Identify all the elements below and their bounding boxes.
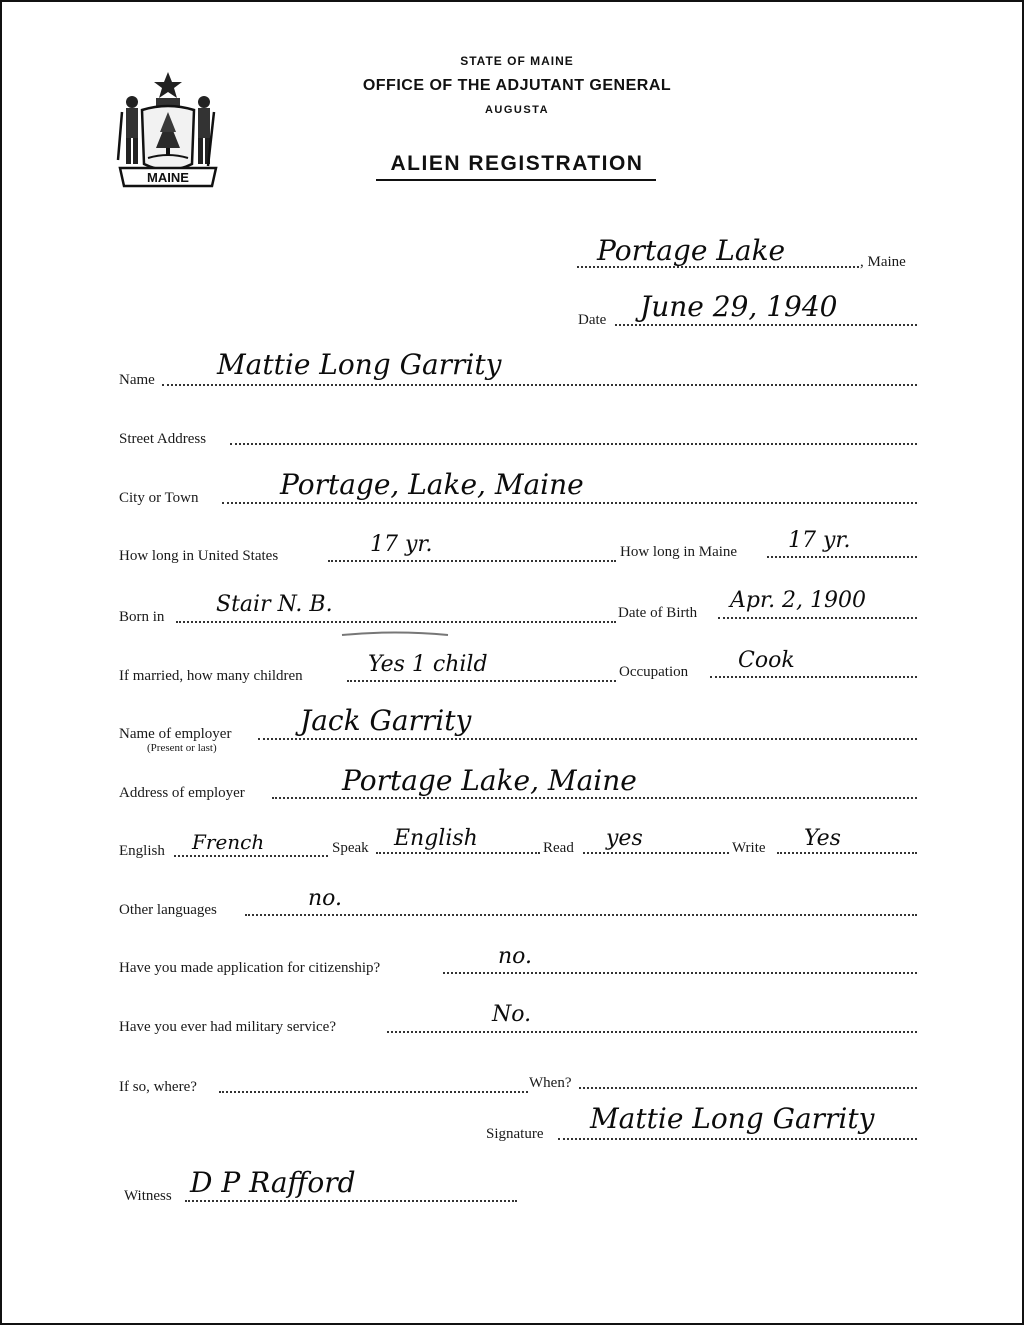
write-label: Write	[732, 840, 766, 856]
married-children-label: If married, how many children	[119, 668, 303, 684]
where-label: If so, where?	[119, 1079, 197, 1095]
born-in-value: Stair N. B.	[216, 592, 333, 617]
read-line	[583, 852, 729, 854]
pencil-stroke-mark	[340, 630, 450, 638]
header-city: AUGUSTA	[484, 104, 550, 116]
how-long-maine-label: How long in Maine	[620, 544, 738, 560]
where-line	[219, 1091, 528, 1093]
citizenship-label: Have you made application for citizenship?	[119, 960, 381, 976]
form-title: ALIEN REGISTRATION	[390, 152, 644, 175]
street-address-line	[230, 443, 917, 445]
employer-address-value: Portage Lake, Maine	[342, 764, 637, 797]
citizenship-value: no.	[498, 944, 533, 969]
other-languages-line	[245, 914, 917, 916]
when-label: When?	[529, 1075, 572, 1091]
read-label: Read	[543, 840, 574, 856]
read-value: yes	[606, 826, 643, 851]
place-value: Portage Lake	[597, 234, 786, 267]
occupation-line	[710, 676, 917, 678]
name-label: Name	[119, 372, 155, 388]
name-value: Mattie Long Garrity	[217, 348, 502, 381]
occupation-value: Cook	[738, 648, 795, 673]
how-long-us-label: How long in United States	[119, 548, 279, 564]
english-label: English	[119, 843, 165, 859]
speak-value: English	[394, 826, 478, 851]
married-children-line	[347, 680, 616, 682]
married-children-value: Yes 1 child	[368, 652, 488, 677]
witness-value: D P Rafford	[190, 1166, 356, 1199]
witness-label: Witness	[124, 1188, 172, 1204]
place-label: , Maine	[860, 254, 906, 270]
date-line	[615, 324, 917, 326]
english-value: French	[192, 830, 265, 854]
employer-name-sublabel: (Present or last)	[147, 742, 217, 754]
date-of-birth-value: Apr. 2, 1900	[730, 588, 867, 613]
date-value: June 29, 1940	[640, 290, 838, 323]
city-line	[222, 502, 917, 504]
signature-line	[558, 1138, 917, 1140]
city-value: Portage, Lake, Maine	[280, 468, 584, 501]
how-long-us-line	[328, 560, 616, 562]
employer-name-label: Name of employer	[119, 726, 232, 742]
how-long-maine-value: 17 yr.	[788, 528, 851, 553]
employer-address-line	[272, 797, 917, 799]
born-in-label: Born in	[119, 609, 165, 625]
date-label: Date	[578, 312, 607, 328]
city-label: City or Town	[119, 490, 199, 506]
maine-state-seal-icon	[112, 68, 224, 192]
header-office: OFFICE OF THE ADJUTANT GENERAL	[362, 77, 672, 94]
write-value: Yes	[804, 826, 841, 851]
seal-banner-text: MAINE	[147, 170, 189, 185]
date-of-birth-label: Date of Birth	[618, 605, 698, 621]
how-long-us-value: 17 yr.	[370, 532, 433, 557]
signature-label: Signature	[486, 1126, 544, 1142]
write-line	[777, 852, 917, 854]
header-state: STATE OF MAINE	[460, 54, 574, 68]
employer-name-value: Jack Garrity	[300, 704, 472, 737]
military-label: Have you ever had military service?	[119, 1019, 336, 1035]
occupation-label: Occupation	[619, 664, 689, 680]
employer-address-label: Address of employer	[119, 785, 245, 801]
title-underline	[376, 179, 656, 181]
date-of-birth-line	[718, 617, 917, 619]
other-languages-label: Other languages	[119, 902, 217, 918]
military-line	[387, 1031, 917, 1033]
how-long-maine-line	[767, 556, 917, 558]
speak-line	[376, 852, 540, 854]
employer-name-line	[258, 738, 917, 740]
citizenship-line	[443, 972, 917, 974]
name-line	[162, 384, 917, 386]
other-languages-value: no.	[308, 886, 343, 911]
signature-value: Mattie Long Garrity	[590, 1102, 875, 1135]
english-line	[174, 855, 328, 857]
witness-line	[185, 1200, 517, 1202]
speak-label: Speak	[332, 840, 369, 856]
street-address-label: Street Address	[119, 431, 207, 447]
born-in-line	[176, 621, 616, 623]
when-line	[579, 1087, 917, 1089]
military-value: No.	[492, 1002, 532, 1027]
